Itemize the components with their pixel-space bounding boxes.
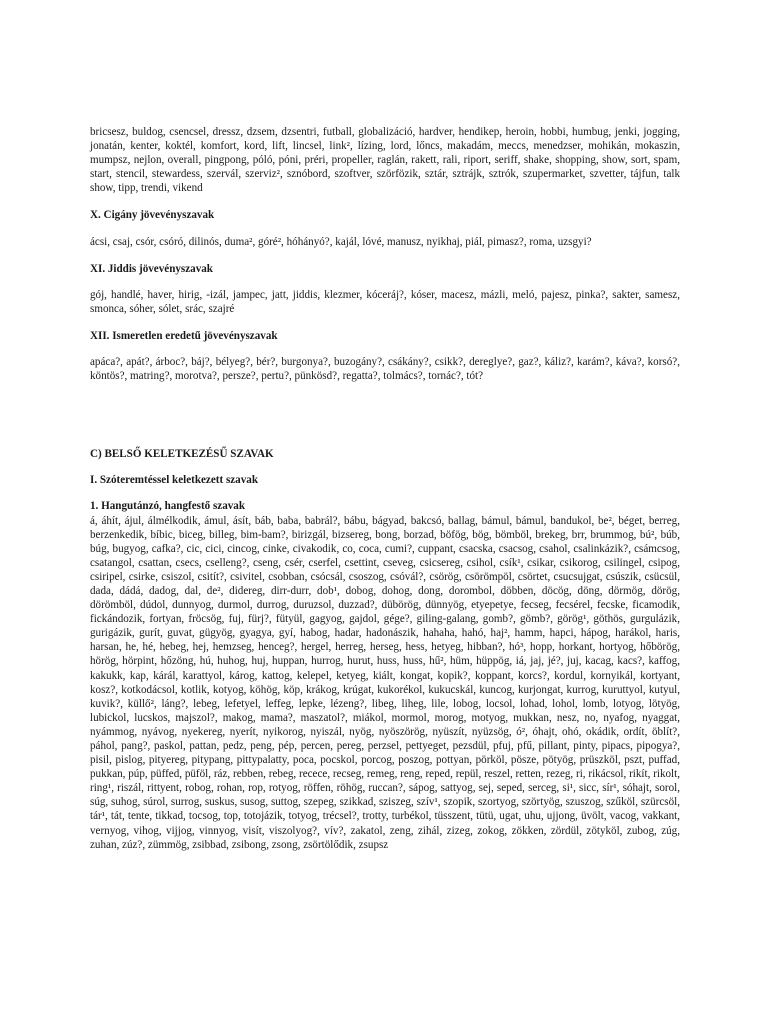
section-heading-xii: XII. Ismeretlen eredetű jövevényszavak bbox=[90, 329, 278, 342]
section-text-xii: apáca?, apát?, árboc?, báj?, bélyeg?, bér?, burgonya?, buzogány?, csákány?, csikk?, dereglye?, gaz?, káliz?, karám?, káva?, korsó?, köntös?, matring?, morotva?, persze?, pertu?, pünkösd?, regatta?, tolmács?, tornác?, tót? bbox=[90, 356, 680, 383]
subsection-heading-i: I. Szóteremtéssel keletkezett szavak bbox=[90, 474, 258, 487]
section-heading-x: X. Cigány jövevényszavak bbox=[90, 209, 215, 222]
loanword-list-english: bricsesz, buldog, csencsel, dressz, dzsem, dzsentri, futball, globalizáció, hardver, hendikep, heroin, hobbi, humbug, jenki, jogging, jonatán, kenter, koktél, komfort, kord, lift, lincsel, link², lízing, lord, lőncs, makadám, meccs, menedzser, mohikán, mokaszin, mumpsz, nejlon, overall, pingpong, póló, póni, préri, propeller, raglán, rakett, rali, riport, seriff, shake, shopping, show, sort, spam, start, stencil, stewardess, szervál, szerviz², sznóbord, szoftver, szörfözik, sztár, sztrájk, sztrók, szupermarket, szvetter, tájfun, talk show, tipp, trendi, vikend bbox=[90, 126, 680, 195]
section-text-x: ácsi, csaj, csór, csóró, dilinós, duma², góré², hóhányó?, kajál, lóvé, manusz, nyikhaj, piál, pimasz?, roma, uzsgyi? bbox=[90, 235, 592, 248]
subsection-heading-1: 1. Hangutánzó, hangfestő szavak bbox=[90, 500, 246, 513]
section-text-xi: gój, handlé, haver, hirig, -izál, jampec, jatt, jiddis, klezmer, kóceráj?, kóser, macesz, mázli, meló, pajesz, pinka?, sakter, samesz, smonca, sóher, sólet, srác, szajré bbox=[90, 288, 680, 315]
part-heading-c: C) BELSŐ KELETKEZÉSŰ SZAVAK bbox=[90, 448, 274, 461]
document-page bbox=[90, 125, 680, 852]
onomatopoeic-word-list: á, áhít, ájul, álmélkodik, ámul, ásít, báb, baba, babrál?, bábu, bágyad, bakcsó, ballag, bámul, bámul, bandukol, be², béget, berreg, berzenkedik, bíbic, biceg, billeg, bim-bam?, birizgál, bizsereg, bong, borzad, böfög, bög, bömböl, brekeg, brr, brummog, bú², búb, búg, bugyog, cafka?, cic, cici, cincog, cinke, civakodik, co, coca, cumi?, cuppant, csacska, csacsog, csahol, csalinkázik?, csámcsog, csatangol, csattan, csecs, cselleng?, cseng, csér, cserfel, csettint, cseveg, csicsereg, csihol, csík¹, csikar, csikorog, csilingel, csipog, csiripel, csirke, csiszol, csitít?, csivitel, csobban, csócsál, csoszog, csóvál?, csörög, csörömpöl, csörtet, csucsujgat, csúszik, csücsül, dada, dádá, dadog, dal, de², didereg, dirr-durr, dob¹, dobog, dohog, dong, dorombol, döbben, döcög, döng, dörmög, dörög, dörömböl, dúdol, dunnyog, durmol, durrog, duruzsol, duzzad?, dübörög, dünnyög, etyepetye, fecseg, fecsérel, fecske, ficamodik, fickándozik, fortyan, fröcsög, fuj, fürj?, fütyül, gagyog, gajdol, gége?, giling-galang, gomb?, gömb?, görög¹, göthös, gurgulázik, gurigázik, gurít, guvat, gügyög, gyagya, gyí, habog, hadar, hadonászik, hahaha, hahó, haj², hamm, hapci, hápog, harákol, haris, harsan, he, hé, hebeg, hej, hemzseg, henceg?, hergel, herreg, herseg, hess, hetyeg, hibban?, hó³, hopp, horkant, hortyog, hőbörög, hörög, hörpint, hőzöng, hú, huhog, huj, huppan, hurrog, hurut, huss, huss, hű², hüm, hüppög, iá, jaj, jé?, juj, kacag, kacs?, kaffog, kakukk, kap, kárál, karattyol, károg, kattog, kelepel, ketyeg, kiált, kongat, kopik?, koppant, korcs?, kordul, kornyikál, kortyant, kosz?, kotkodácsol, kotlik, kotyog, köhög, köp, krákog, krúgat, kukorékol, kukucskál, kuncog, kurjongat, kurrog, kuruttyol, kutyul, kuvik?, küllő², láng?, lebeg, lefetyel, leffeg, lepke, lézeng?, libeg, liheg, lile, lobog, locsol, lohad, lohol, lomb, lotyog, lötyög, lubickol, lucskos, majszol?, makog, mama?, maszatol?, miákol, mormol, morog, motyog, mukkan, nesz, no, nyafog, nyaggat, nyámmog, nyávog, nyekereg, nyerít, nyikorog, nyiszál, nyög, nyöszörög, nyüszít, nyüzsög, ó², óhajt, ohó, okádik, ordít, öblít?, páhol, pang?, paskol, pattan, pedz, peng, pép, percen, pereg, perzsel, pettyeget, pezsdül, pfuj, pfű, pillant, pinty, pipacs, pipogya?, pisil, pislog, pityereg, pitypang, pittypalatty, poca, pocskol, porcog, poszog, pottyan, pörköl, pösze, pötyög, prüszköl, pszt, puffad, pukkan, púp, püffed, püföl, ráz, rebben, rebeg, recece, recseg, remeg, reng, reped, repül, reszel, retten, rezeg, ri, rikácsol, rikít, rikolt, ring¹, riszál, rittyent, robog, rohan, rop, rotyog, röffen, röhög, ruccan?, sápog, sattyog, sej, seped, serceg, si¹, sicc, sír¹, sóhajt, sorol, súg, suhog, súrol, surrog, suskus, susog, suttog, szepeg, szikkad, sziszeg, szív¹, szopik, szortyog, szörtyög, szuszog, szűköl, szürcsöl, tár¹, tát, tente, tikkad, tocsog, top, totojázik, totyog, trécsel?, trotty, turbékol, tüsszent, tütü, ugat, uhu, ujjong, üvölt, vacog, vakkant, vernyog, vihog, vijjog, vinnyog, visít, viszolyog?, vív?, zakatol, zeng, zihál, zizeg, zokog, zökken, zördül, zötyköl, zubog, zúg, zuhan, zúz?, zümmög, zsibbad, zsibong, zsong, zsörtölődik, zsupsz bbox=[90, 514, 680, 851]
section-heading-xi: XI. Jiddis jövevényszavak bbox=[90, 262, 213, 275]
